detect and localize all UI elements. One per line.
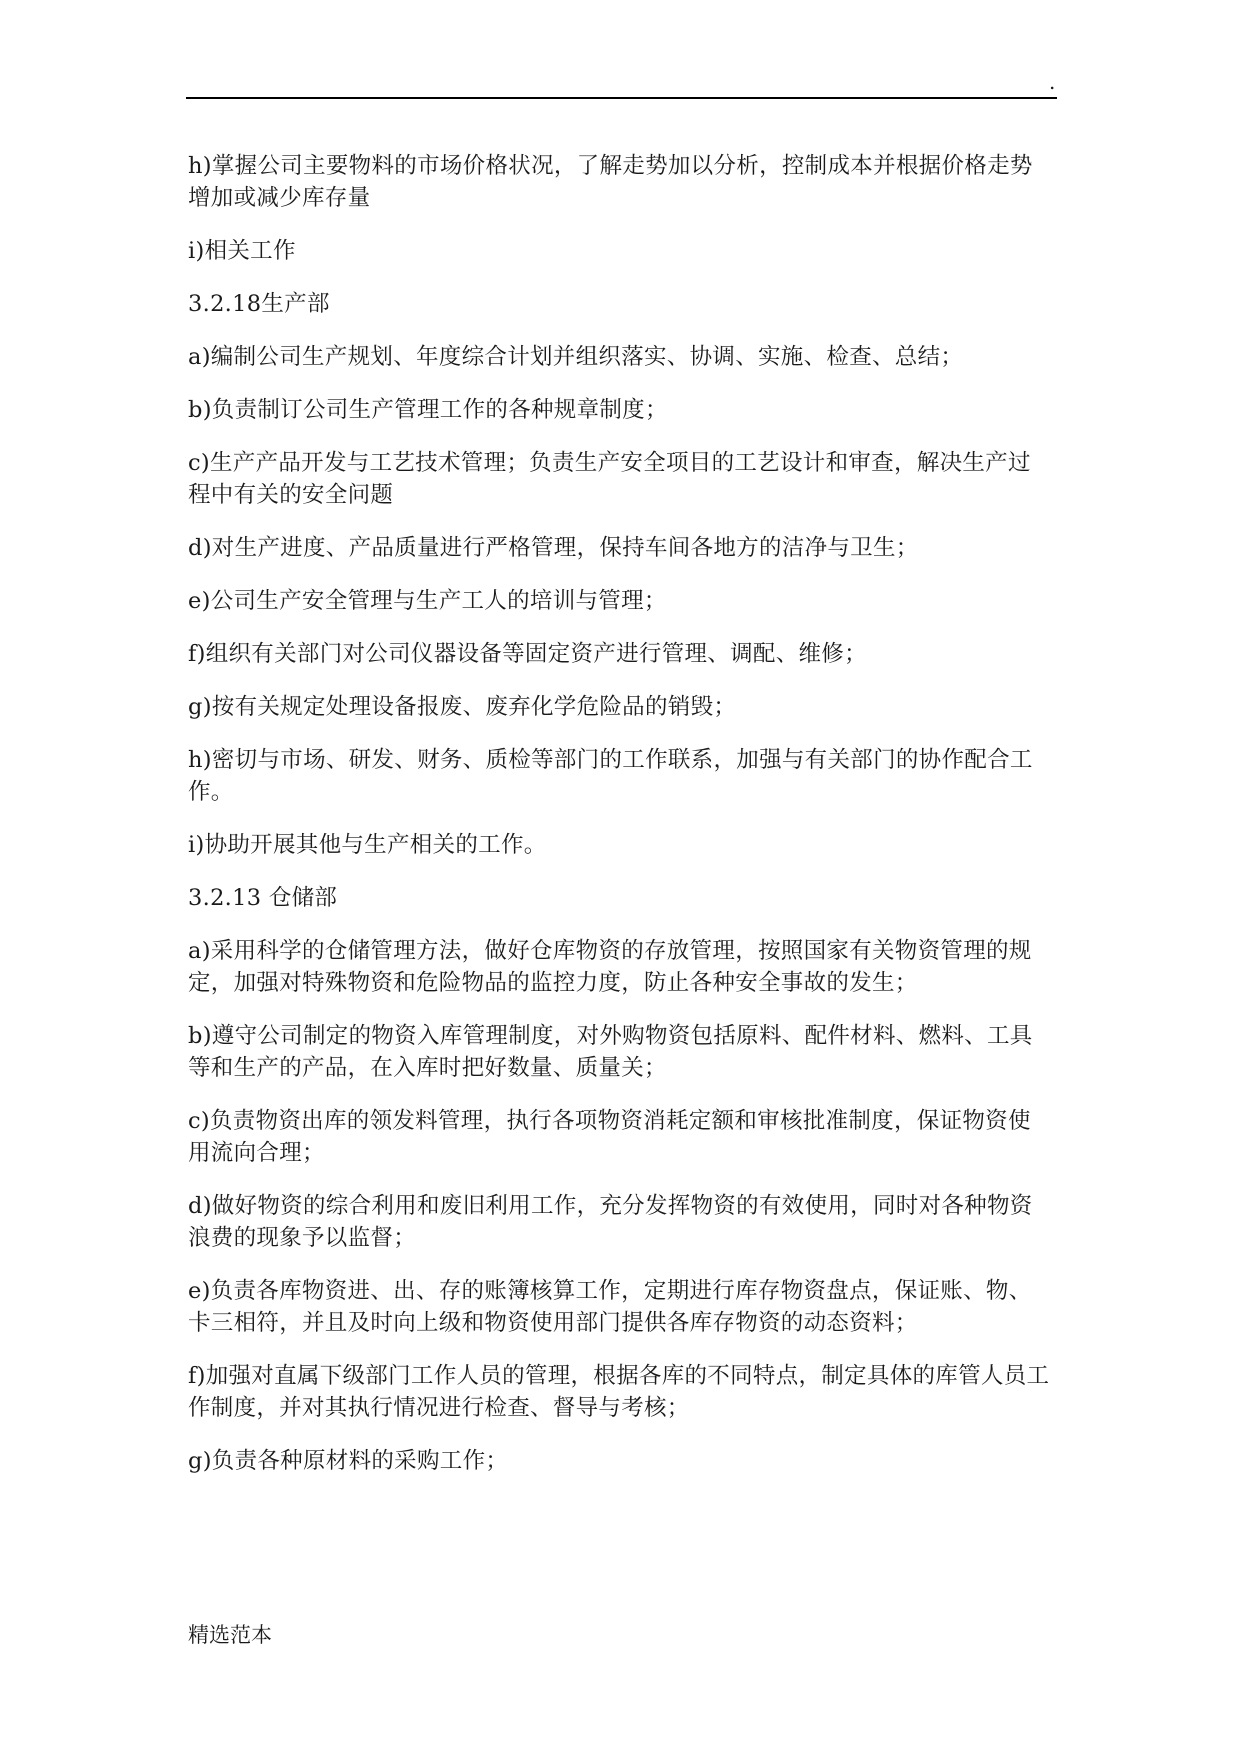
paragraph: i)协助开展其他与生产相关的工作。 [188,832,547,858]
paragraph: f)加强对直属下级部门工作人员的管理，根据各库的不同特点，制定具体的库管人员工作制度，并对其执行情况进行检查、督导与考核； [188,1363,1050,1421]
paragraph: d)对生产进度、产品质量进行严格管理，保持车间各地方的洁净与卫生； [188,535,919,561]
header-mark: . [1049,70,1056,94]
paragraph: e)负责各库物资进、出、存的账簿核算工作，定期进行库存物资盘点，保证账、物、卡三相符，并且及时向上级和物资使用部门提供各库存物资的动态资料； [188,1278,1032,1336]
paragraph: c)生产产品开发与工艺技术管理；负责生产安全项目的工艺设计和审查，解决生产过程中有关的安全问题 [188,450,1031,508]
paragraph: g)按有关规定处理设备报废、废弃化学危险品的销毁； [188,694,737,720]
document-body [188,150,1052,1498]
paragraph: a)采用科学的仓储管理方法，做好仓库物资的存放管理，按照国家有关物资管理的规定，加强对特殊物资和危险物品的监控力度，防止各种安全事故的发生； [188,938,1032,996]
paragraph: i)相关工作 [188,238,296,264]
paragraph: g)负责各种原材料的采购工作； [188,1448,509,1474]
section-heading: 3.2.13 仓储部 [188,885,338,911]
paragraph: h)密切与市场、研发、财务、质检等部门的工作联系，加强与有关部门的协作配合工作。 [188,747,1033,805]
paragraph: b)遵守公司制定的物资入库管理制度，对外购物资包括原料、配件材料、燃料、工具等和生产的产品，在入库时把好数量、质量关； [188,1023,1033,1081]
paragraph: b)负责制订公司生产管理工作的各种规章制度； [188,397,668,423]
paragraph: f)组织有关部门对公司仪器设备等固定资产进行管理、调配、维修； [188,641,867,667]
page-footer: 精选范本 [188,1623,272,1647]
header-rule [186,97,1057,99]
paragraph: c)负责物资出库的领发料管理，执行各项物资消耗定额和审核批准制度，保证物资使用流向合理； [188,1108,1031,1166]
section-heading: 3.2.18生产部 [188,291,330,317]
paragraph: e)公司生产安全管理与生产工人的培训与管理； [188,588,667,614]
paragraph: a)编制公司生产规划、年度综合计划并组织落实、协调、实施、检查、总结； [188,344,964,370]
paragraph: d)做好物资的综合利用和废旧利用工作，充分发挥物资的有效使用，同时对各种物资浪费的现象予以监督； [188,1193,1033,1251]
paragraph: h)掌握公司主要物料的市场价格状况，了解走势加以分析，控制成本并根据价格走势增加或减少库存量 [188,153,1033,211]
